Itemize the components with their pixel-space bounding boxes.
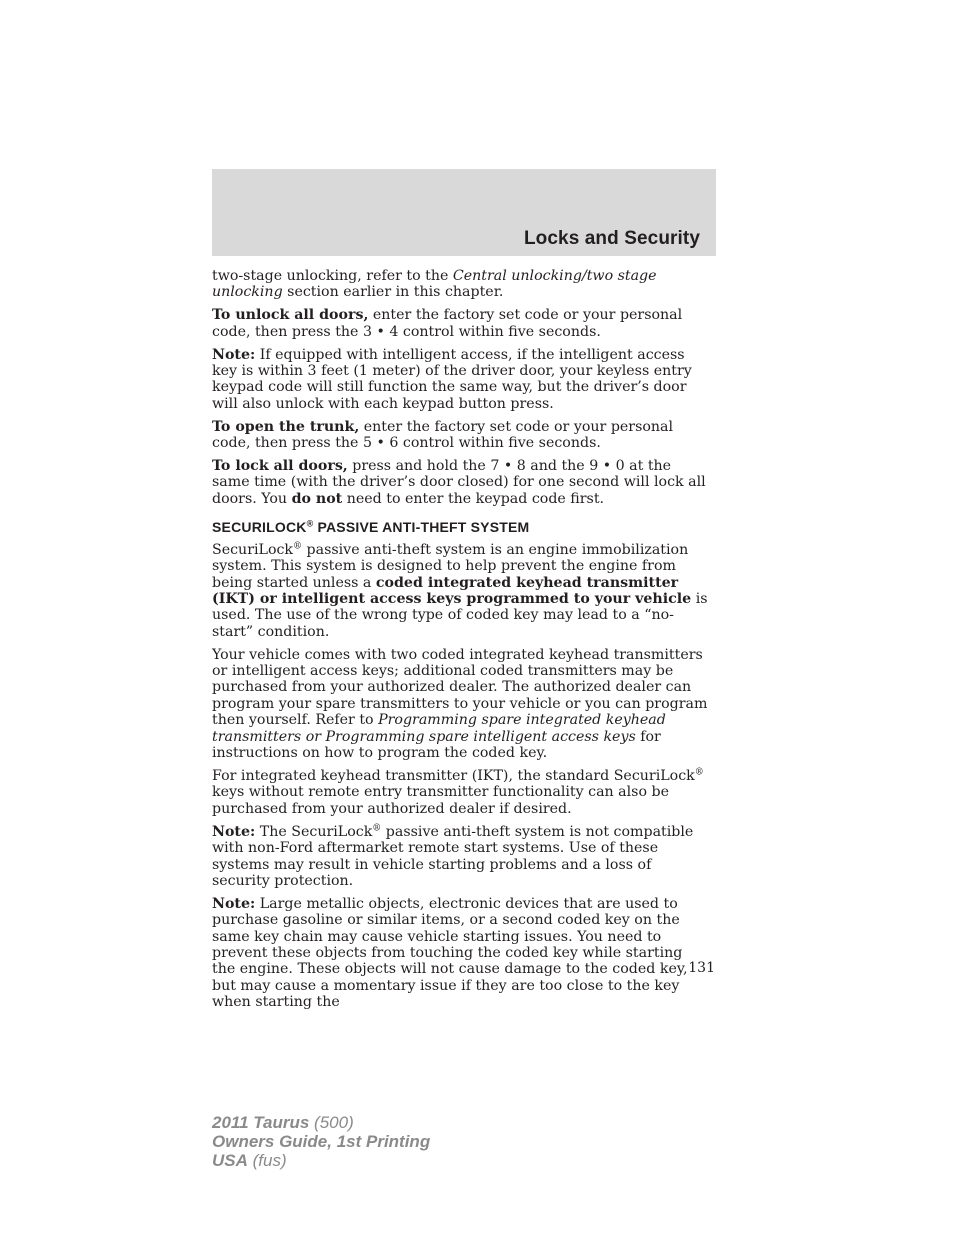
page-body	[212, 268, 708, 1017]
registered-mark: ®	[694, 767, 704, 778]
paragraph-ikt-standard-keys	[212, 768, 708, 817]
paragraph-text: for instructions on how to program the coded key.	[212, 728, 661, 762]
emphasis-do-not: do not	[291, 490, 343, 507]
footer-line-model	[212, 1113, 430, 1132]
paragraph-text: enter the factory set code or your personal code, then press the 5 • 6 control within five seconds.	[212, 418, 674, 452]
footer-model-code: (500)	[309, 1113, 354, 1132]
paragraph-text: Large metallic objects, electronic devices that are used to purchase gasoline or similar items, or a second coded key on the same key chain may cause vehicle starting issues. You need to prevent these objects from touching the coded key while starting the engine. These objects will not cause damage to the coded key, but may cause a momentary issue if they are too close to the key when starting the	[212, 895, 688, 1011]
paragraph-text: For integrated keyhead transmitter (IKT), the standard SecuriLock	[212, 767, 695, 784]
note-intelligent-access	[212, 347, 708, 413]
paragraph-text: need to enter the keypad code first.	[342, 490, 605, 507]
paragraph-text: SecuriLock	[212, 541, 294, 558]
run-in-heading: To unlock all doors,	[212, 307, 369, 324]
footer-publication-info	[212, 1113, 430, 1170]
paragraph-open-trunk	[212, 419, 708, 452]
paragraph-text: press and hold the 7 • 8 and the 9 • 0 at the same time (with the driver’s door closed) for one second will lock all doors. You	[212, 458, 706, 507]
run-in-heading: To open the trunk,	[212, 418, 360, 435]
registered-mark: ®	[306, 518, 314, 529]
paragraph-text: The SecuriLock	[255, 823, 373, 840]
footer-region-code: (fus)	[247, 1151, 287, 1170]
paragraph-text: passive anti-theft system is not compatible with non-Ford aftermarket remote start systems. Use of these systems may result in vehicle starting problems and a loss of security protection.	[212, 823, 694, 889]
paragraph-two-stage-unlocking	[212, 268, 708, 301]
paragraph-text: passive anti-theft system is an engine immobilization system. This system is designed to help prevent the engine from being started unless a	[212, 541, 689, 591]
footer-region: USA	[212, 1151, 248, 1170]
page-number: 131	[688, 960, 715, 976]
run-in-heading: To lock all doors,	[212, 458, 348, 475]
cross-reference-central-unlocking: Central unlocking/two stage unlocking	[212, 268, 657, 301]
paragraph-securilock-intro	[212, 542, 708, 640]
subheading-text: PASSIVE ANTI-THEFT SYSTEM	[313, 519, 530, 536]
paragraph-unlock-all-doors	[212, 307, 708, 340]
registered-mark: ®	[372, 822, 382, 833]
paragraph-coded-transmitters	[212, 647, 708, 762]
section-header-band	[212, 169, 716, 256]
footer-line-guide: Owners Guide, 1st Printing	[212, 1132, 431, 1151]
note-remote-start	[212, 824, 708, 890]
subheading-text: SECURILOCK	[212, 519, 307, 536]
subheading-securilock	[212, 519, 708, 535]
paragraph-text: Your vehicle comes with two coded integrated keyhead transmitters or intelligent access keys; additional coded transmitters may be purchased from your authorized dealer. The authorized dealer can program your spare transmitters to your vehicle or you can program then yourself. Refer to	[212, 646, 708, 729]
paragraph-text: keys without remote entry transmitter functionality can also be purchased from your authorized dealer if desired.	[212, 784, 669, 817]
footer-model: 2011 Taurus	[212, 1113, 310, 1132]
note-label: Note:	[212, 346, 256, 363]
note-label: Note:	[212, 895, 256, 912]
emphasis-coded-keys: coded integrated keyhead transmitter (IKT) or intelligent access keys programmed to your vehicle	[212, 574, 692, 607]
paragraph-text: section earlier in this chapter.	[282, 284, 504, 301]
paragraph-text: two-stage unlocking, refer to the	[212, 268, 453, 284]
paragraph-lock-all-doors	[212, 458, 708, 507]
section-title: Locks and Security	[523, 228, 700, 249]
note-label: Note:	[212, 823, 256, 840]
footer-line-region	[212, 1151, 430, 1170]
paragraph-text: enter the factory set code or your personal code, then press the 3 • 4 control within five seconds.	[212, 307, 683, 340]
registered-mark: ®	[293, 540, 303, 551]
note-metallic-objects	[212, 896, 708, 1011]
cross-reference-programming: Programming spare integrated keyhead transmitters or Programming spare intelligent access keys	[212, 712, 666, 745]
paragraph-text: is used. The use of the wrong type of coded key may lead to a “no-start” condition.	[212, 590, 708, 640]
paragraph-text: If equipped with intelligent access, if the intelligent access key is within 3 feet (1 meter) of the driver door, your keyless entry keypad code will still function the same way, but the driver’s door will also unlock with each keypad button press.	[212, 346, 692, 412]
